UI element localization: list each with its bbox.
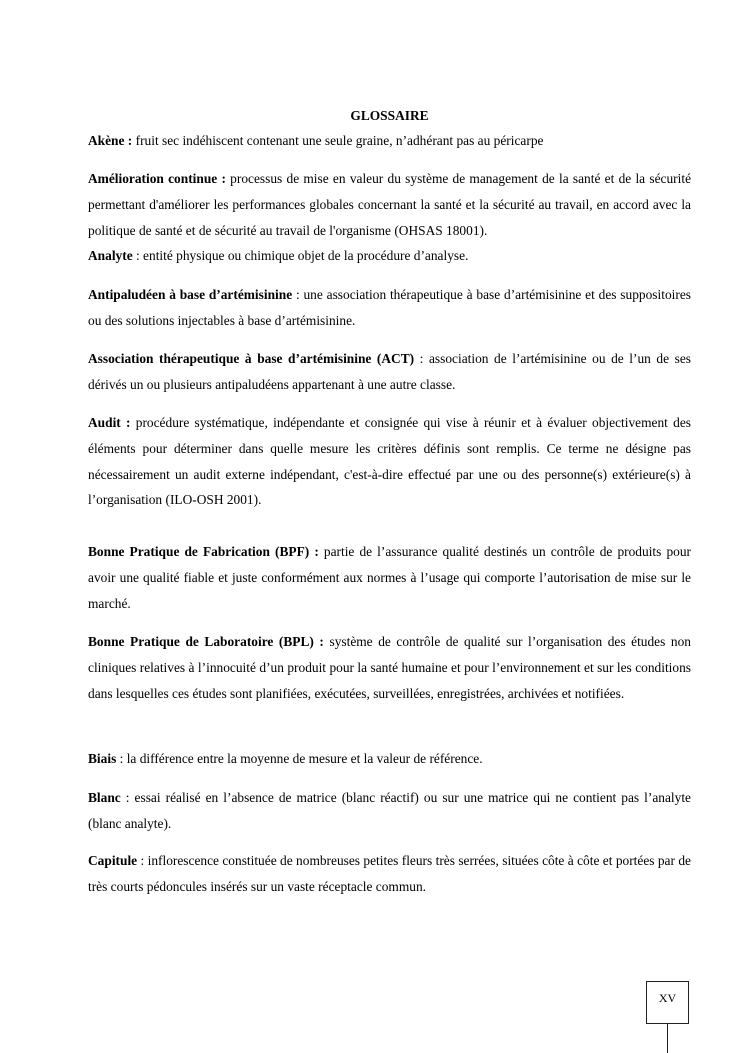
glossary-entry-biais: [88, 746, 691, 772]
glossary-term: Bonne Pratique de Laboratoire (BPL) :: [88, 634, 324, 649]
glossary-entry-audit: [88, 410, 691, 513]
glossary-entry-bpl: [88, 629, 691, 706]
glossary-entry-amelioration-continue: [88, 166, 691, 243]
glossary-definition: système de contrôle de qualité sur l’organisation des études non cliniques relatives à l’innocuité d’un produit pour la santé humaine et pour l’environnement et sur les conditions dans lesquelles ces études sont planifiées, exécutées, surveillées, enregistrées, archivées et notifiées.: [88, 634, 691, 701]
glossary-term: Bonne Pratique de Fabrication (BPF) :: [88, 544, 319, 559]
glossary-term: Biais: [88, 751, 117, 766]
glossary-term: Association thérapeutique à base d’artémisinine (ACT): [88, 351, 415, 366]
glossary-entry-capitule: [88, 848, 691, 900]
glossary-entry-analyte: [88, 243, 691, 269]
glossary-definition: fruit sec indéhiscent contenant une seule graine, n’adhérant pas au péricarpe: [132, 133, 544, 148]
glossary-definition: : inflorescence constituée de nombreuses petites fleurs très serrées, situées côte à côte et portées par de très courts pédoncules insérés sur un vaste réceptacle commun.: [88, 853, 691, 894]
page-number-divider: [667, 1023, 668, 1053]
glossary-term: Audit :: [88, 415, 131, 430]
glossary-term: Akène :: [88, 133, 133, 148]
glossary-entry-antipaludeen: [88, 282, 691, 334]
glossary-term: Analyte: [88, 248, 133, 263]
page-number: XV: [646, 981, 689, 1024]
glossary-definition: : la différence entre la moyenne de mesure et la valeur de référence.: [116, 751, 483, 766]
glossary-definition: : entité physique ou chimique objet de la procédure d’analyse.: [132, 248, 469, 263]
glossary-term: Blanc: [88, 790, 121, 805]
glossary-definition: processus de mise en valeur du système de management de la santé et de la sécurité permettant d'améliorer les performances globales concernant la santé et la sécurité au travail, en accord avec la politique de santé et de sécurité au travail de l'organisme (OHSAS 18001).: [88, 171, 692, 238]
glossary-entry-akene: [88, 128, 691, 154]
glossary-term: Antipaludéen à base d’artémisinine: [88, 287, 293, 302]
glossary-entry-bpf: [88, 539, 691, 616]
glossary-entry-act: [88, 346, 691, 398]
glossary-term: Amélioration continue :: [88, 171, 226, 186]
glossary-definition: : une association thérapeutique à base d’artémisinine et des suppositoires ou des solutions injectables à base d’artémisinine.: [88, 287, 691, 328]
glossary-term: Capitule: [88, 853, 138, 868]
glossary-definition: : essai réalisé en l’absence de matrice (blanc réactif) ou sur une matrice qui ne contient pas l’analyte (blanc analyte).: [88, 790, 691, 831]
page-title: GLOSSAIRE: [350, 108, 429, 123]
glossary-definition: partie de l’assurance qualité destinés un contrôle de produits pour avoir une qualité fiable et juste conformément aux normes à l’usage qui comporte l’autorisation de mise sur le marché.: [88, 544, 691, 611]
glossary-definition: : association de l’artémisinine ou de l’un de ses dérivés un ou plusieurs antipaludéens appartenant à une autre classe.: [88, 351, 692, 392]
glossary-definition: procédure systématique, indépendante et consignée qui vise à réunir et à évaluer objectivement des éléments pour déterminer dans quelle mesure les critères définis sont remplis. Ce terme ne désigne pas nécessairement un audit externe indépendant, c'est-à-dire effectué par une ou des personne(s) extérieure(s) à l’organisation (ILO-OSH 2001).: [88, 415, 691, 508]
glossary-entry-blanc: [88, 785, 691, 837]
